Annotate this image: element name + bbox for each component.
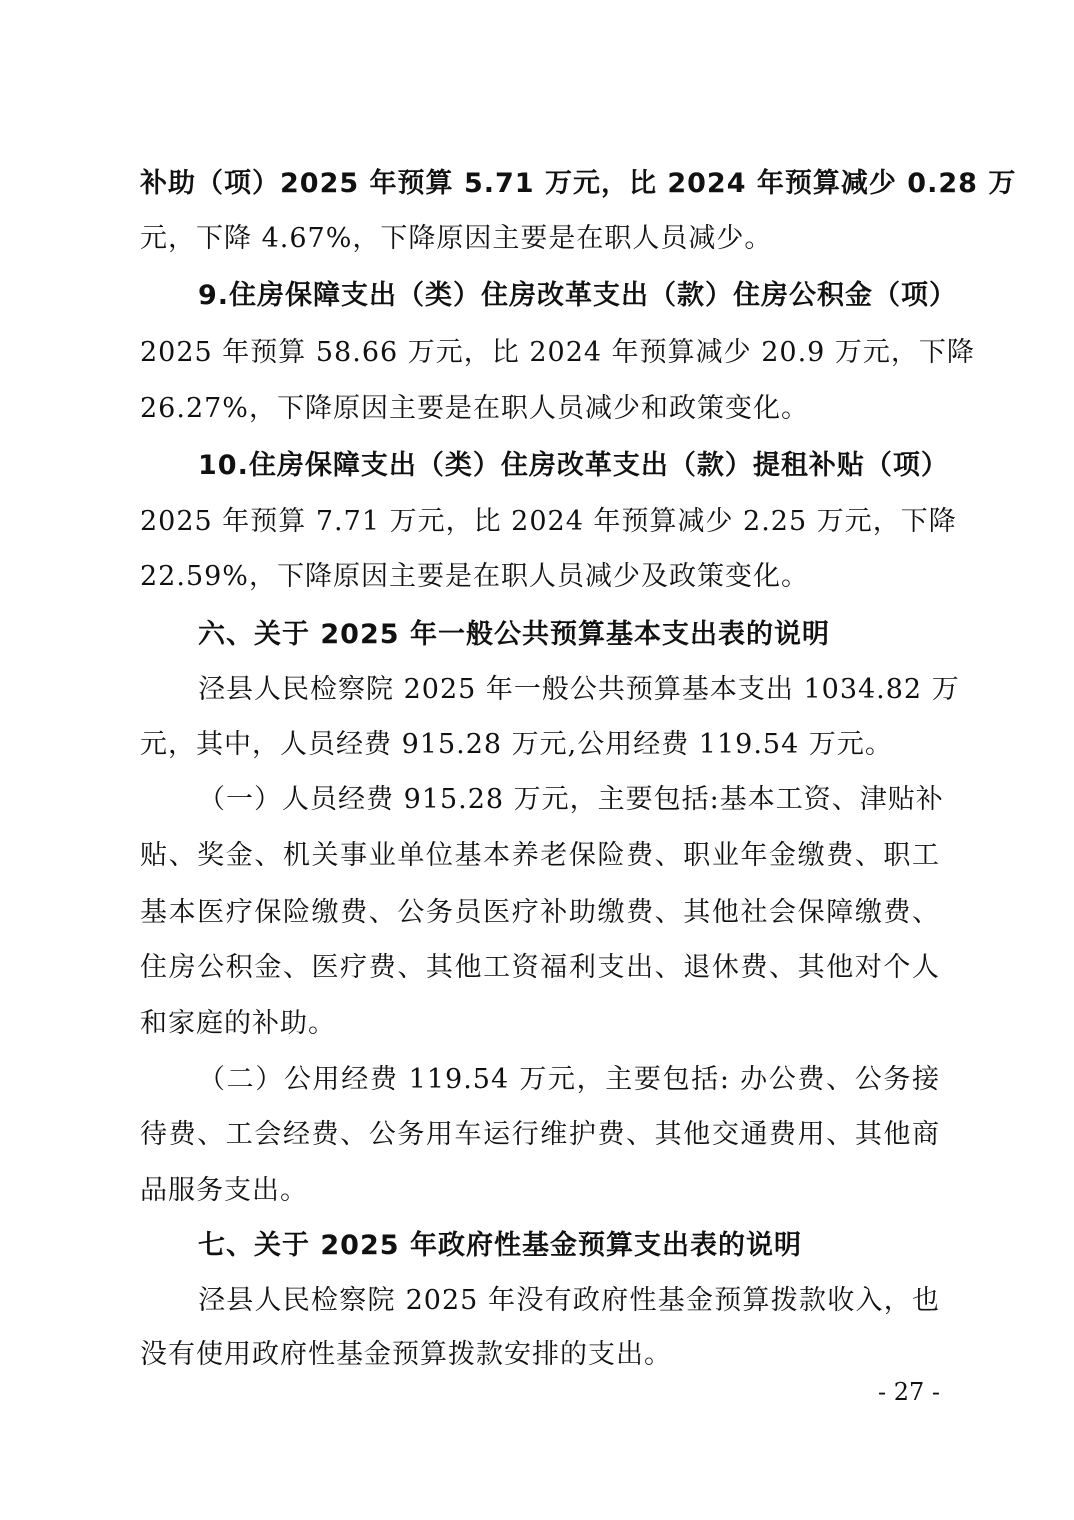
paragraph-line: （一）人员经费 915.28 万元，主要包括:基本工资、津贴补	[198, 784, 944, 815]
section-heading: 六、关于 2025 年一般公共预算基本支出表的说明	[198, 619, 830, 650]
paragraph-line: 2025 年预算 7.71 万元，比 2024 年预算减少 2.25 万元，下降	[140, 506, 957, 537]
paragraph-line: 品服务支出。	[140, 1175, 308, 1206]
paragraph-line: 贴、奖金、机关事业单位基本养老保险费、职业年金缴费、职工	[140, 840, 940, 871]
item-heading: 10.住房保障支出（类）住房改革支出（款）提租补贴（项）	[198, 450, 949, 481]
paragraph-line: （二）公用经费 119.54 万元，主要包括: 办公费、公务接	[198, 1064, 940, 1095]
paragraph-line: 元，下降 4.67%，下降原因主要是在职人员减少。	[140, 223, 773, 254]
paragraph-line: 住房公积金、医疗费、其他工资福利支出、退休费、其他对个人	[140, 952, 940, 983]
page-number: - 27 -	[877, 1378, 940, 1406]
paragraph-line: 元，其中，人员经费 915.28 万元,公用经费 119.54 万元。	[140, 729, 893, 760]
paragraph-line: 待费、工会经费、公务用车运行维护费、其他交通费用、其他商	[140, 1119, 940, 1150]
paragraph-line: 26.27%，下降原因主要是在职人员减少和政策变化。	[140, 393, 809, 424]
paragraph-line: 和家庭的补助。	[140, 1008, 336, 1039]
paragraph-line: 补助（项）2025 年预算 5.71 万元，比 2024 年预算减少 0.28 万	[140, 168, 1017, 199]
paragraph-line: 22.59%，下降原因主要是在职人员减少及政策变化。	[140, 561, 809, 592]
paragraph-line: 泾县人民检察院 2025 年没有政府性基金预算拨款收入，也	[198, 1285, 940, 1316]
paragraph-line: 基本医疗保险缴费、公务员医疗补助缴费、其他社会保障缴费、	[140, 897, 940, 928]
section-heading: 七、关于 2025 年政府性基金预算支出表的说明	[198, 1230, 802, 1261]
item-heading: 9.住房保障支出（类）住房改革支出（款）住房公积金（项）	[198, 280, 958, 311]
paragraph-line: 2025 年预算 58.66 万元，比 2024 年预算减少 20.9 万元，下降	[140, 337, 975, 368]
paragraph-line: 没有使用政府性基金预算拨款安排的支出。	[140, 1339, 672, 1370]
paragraph-line: 泾县人民检察院 2025 年一般公共预算基本支出 1034.82 万	[198, 674, 960, 705]
